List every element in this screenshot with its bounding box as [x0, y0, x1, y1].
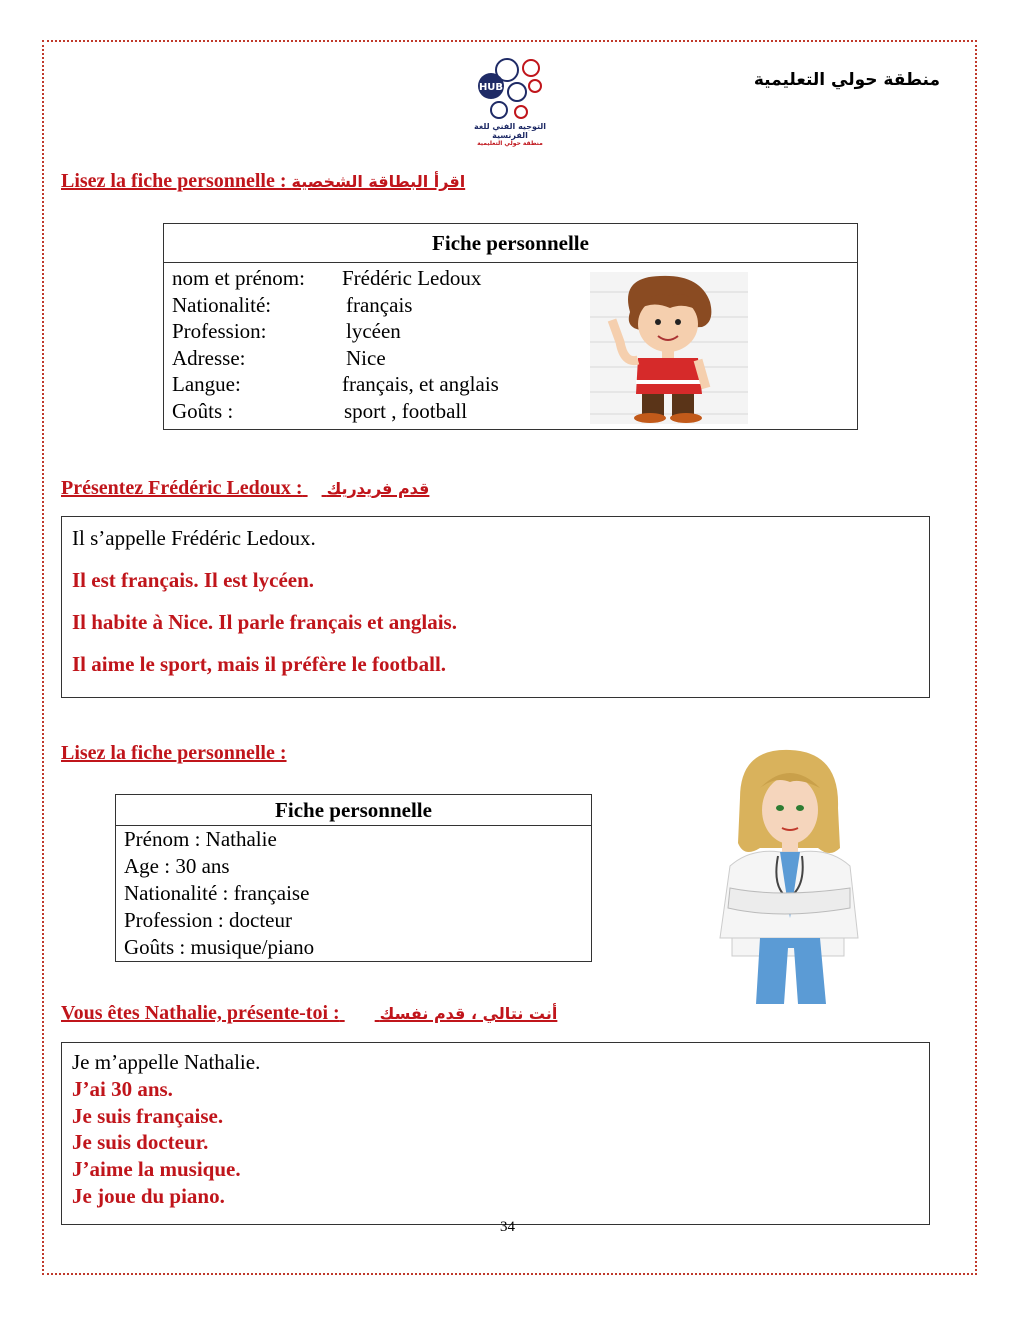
header-site-name: منطقة حولي التعليمية — [753, 70, 940, 90]
logo-caption-line2: منطقة حولي التعليمية — [477, 140, 543, 147]
section1-heading — [61, 170, 465, 193]
answer-line: Je suis française. — [72, 1103, 224, 1128]
logo-text: HUB — [478, 82, 504, 93]
fiche-label: Goûts : — [172, 398, 234, 423]
fiche-title: Fiche personnelle — [116, 795, 592, 826]
answer-line: Je m’appelle Nathalie. — [72, 1050, 261, 1074]
fiche-nathalie — [115, 794, 592, 962]
fiche-body — [116, 826, 592, 962]
fiche-row: Profession : docteur — [124, 908, 292, 932]
section2-heading — [61, 477, 429, 500]
fiche-row: Age : 30 ans — [124, 854, 230, 878]
section4-heading-ar: أنت نتالي ، قدم نفسك — [379, 1004, 558, 1023]
fiche-body — [164, 263, 858, 430]
answer-line: Il est français. Il est lycéen. — [72, 568, 315, 592]
answer-line: Il s’appelle Frédéric Ledoux. — [72, 526, 316, 550]
section3-heading-fr: Lisez la fiche personnelle : — [61, 742, 287, 764]
fiche-value: français — [346, 292, 413, 317]
fiche-title: Fiche personnelle — [164, 224, 858, 263]
logo-circle — [491, 102, 507, 118]
fiche-label: Langue: — [172, 372, 241, 396]
answer-line: Je suis docteur. — [72, 1130, 209, 1155]
fiche-value: Frédéric Ledoux — [342, 266, 482, 290]
fiche-value: sport , football — [344, 398, 468, 423]
section2-heading-fr: Présentez Frédéric Ledoux : — [61, 477, 303, 499]
answer-line: Il habite à Nice. Il parle français et anglais. — [72, 610, 457, 634]
fiche-value: français, et anglais — [342, 372, 499, 396]
fiche-label: Adresse: — [172, 345, 246, 370]
section1-heading-ar: اقرأ البطاقة الشخصية — [291, 172, 466, 191]
section3-heading — [61, 742, 287, 765]
section1-heading-fr: Lisez la fiche personnelle : — [61, 170, 287, 192]
logo-circle — [523, 60, 539, 76]
answer-frederic — [61, 516, 930, 698]
section2-heading-ar: قدم فريدريك — [326, 479, 430, 498]
fiche-row: Goûts : musique/piano — [124, 935, 315, 959]
fiche-row: Nationalité : française — [124, 881, 310, 905]
logo-circle — [529, 80, 541, 92]
answer-nathalie — [61, 1042, 930, 1225]
section4-heading-fr: Vous êtes Nathalie, présente-toi : — [61, 1002, 340, 1024]
fiche-frederic — [163, 223, 858, 430]
fiche-value: Nice — [346, 345, 386, 370]
fiche-label: Nationalité: — [172, 292, 272, 317]
section4-heading — [61, 1002, 557, 1025]
answer-line: J’aime la musique. — [72, 1157, 241, 1182]
answer-line: Je joue du piano. — [72, 1183, 225, 1208]
fiche-row: Prénom : Nathalie — [124, 827, 277, 851]
fiche-label: nom et prénom: — [172, 266, 305, 290]
page-number: 34 — [500, 1219, 515, 1235]
fiche-value: lycéen — [346, 319, 401, 343]
logo-circle — [508, 83, 526, 101]
logo-caption-line1: التوجيه الفني للغة الفرنسية — [474, 122, 546, 140]
logo-circle — [515, 106, 527, 118]
answer-line: Il aime le sport, mais il préfère le football. — [72, 652, 447, 676]
doctor-illustration — [700, 748, 875, 1004]
fiche-label: Profession: — [172, 319, 267, 343]
boy-illustration — [590, 272, 748, 424]
answer-line: J’ai 30 ans. — [72, 1076, 173, 1101]
logo-caption — [455, 122, 565, 147]
